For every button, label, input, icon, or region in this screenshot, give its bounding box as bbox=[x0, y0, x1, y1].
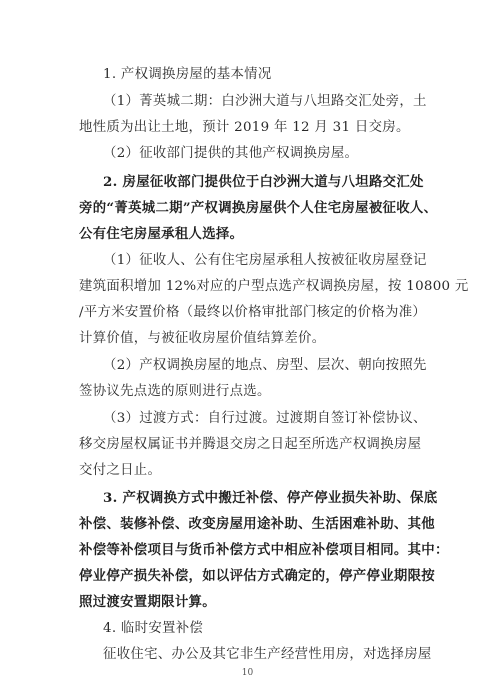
paragraph-line: （1）菁英城二期：白沙洲大道与八坦路交汇处旁，土 bbox=[103, 94, 427, 109]
section-heading-2: 2. 房屋征收部门提供位于白沙洲大道与八坦路交汇处 bbox=[103, 174, 424, 190]
paragraph-line: 征收住宅、办公及其它非生产经营性用房，对选择房屋 bbox=[103, 647, 432, 662]
paragraph-line: 停业停产损失补偿，如以评估方式确定的，停产停业期限按 bbox=[79, 568, 435, 584]
section-heading-3: 3. 产权调换方式中搬迁补偿、停产停业损失补助、保底 bbox=[103, 490, 438, 506]
paragraph-line: 移交房屋权属证书并腾退交房之日起至所选产权调换房屋 bbox=[79, 437, 422, 452]
paragraph-line: （1）征收人、公有住宅房屋承租人按被征收房屋登记 bbox=[103, 253, 427, 268]
paragraph-line: 公有住宅房屋承租人选择。 bbox=[79, 226, 244, 242]
paragraph-line: （2）产权调换房屋的地点、房型、层次、朝向按照先 bbox=[103, 358, 427, 373]
section-heading-4: 4. 临时安置补偿 bbox=[103, 621, 204, 636]
paragraph-line: 补偿等补偿项目与货币补偿方式中相应补偿项目相同。其中： bbox=[79, 542, 449, 558]
section-heading-1: 1. 产权调换房屋的基本情况 bbox=[103, 67, 272, 82]
paragraph-line: 旁的“菁英城二期”产权调换房屋供个人住宅房屋被征收人、 bbox=[79, 200, 438, 216]
paragraph-line: （3）过渡方式：自行过渡。过渡期自签订补偿协议、 bbox=[103, 411, 427, 426]
paragraph-line: 建筑面积增加 12%对应的户型点选产权调换房屋，按 10800 元 bbox=[79, 279, 469, 294]
page-number: 10 bbox=[241, 668, 254, 678]
paragraph-line: /平方米安置价格（最终以价格审批部门核定的价格为准） bbox=[79, 305, 427, 320]
paragraph-line: 照过渡安置期限计算。 bbox=[79, 594, 216, 610]
paragraph-line: （2）征收部门提供的其他产权调换房屋。 bbox=[103, 146, 359, 161]
paragraph-line: 交付之日止。 bbox=[79, 463, 162, 478]
paragraph-line: 地性质为出让土地，预计 2019 年 12 月 31 日交房。 bbox=[79, 120, 410, 135]
paragraph-line: 签协议先点选的原则进行点选。 bbox=[79, 384, 271, 399]
paragraph-line: 补偿、装修补偿、改变房屋用途补助、生活困难补助、其他 bbox=[79, 516, 435, 532]
paragraph-line: 计算价值，与被征收房屋价值结算差价。 bbox=[79, 331, 326, 346]
